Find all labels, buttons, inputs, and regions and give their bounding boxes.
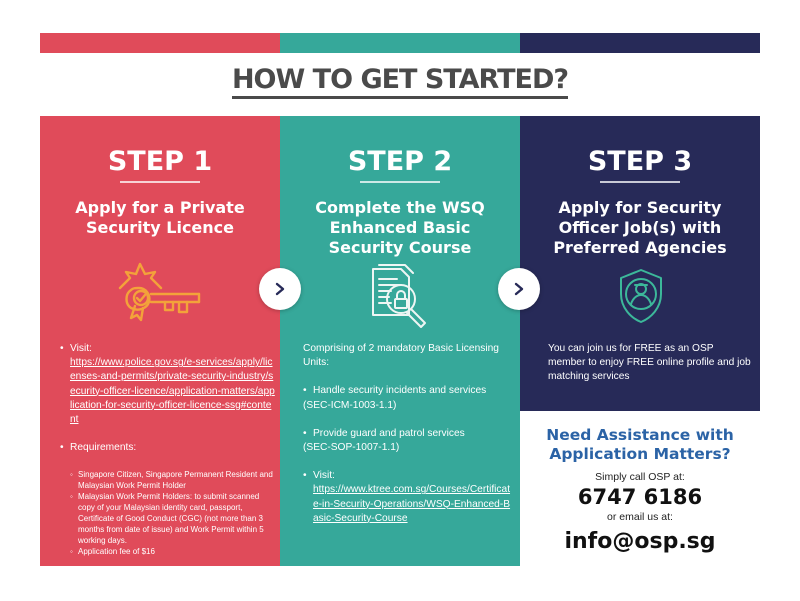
bullet: • bbox=[303, 470, 307, 482]
top-bar-navy bbox=[520, 33, 760, 53]
unit-code: (SEC-ICM-1003-1.1) bbox=[303, 399, 397, 411]
step-1-visit-link[interactable]: https://www.police.gov.sg/e-services/apply/licenses-and-permits/private-security-industry/security-officer-licence/application-matters/application-for-security-officer-licence-ssg#content bbox=[70, 357, 275, 426]
unit-name: Provide guard and patrol services bbox=[313, 427, 465, 439]
step-1-body bbox=[60, 342, 276, 571]
step-3-label: STEP 3 bbox=[587, 146, 693, 177]
key-certificate-icon bbox=[115, 258, 205, 328]
requirements-list bbox=[60, 469, 276, 557]
page-title bbox=[0, 64, 800, 95]
step-2-divider bbox=[360, 181, 440, 183]
top-bar-red bbox=[40, 33, 280, 53]
email-label: or email us at: bbox=[607, 511, 673, 523]
step-2-label: STEP 2 bbox=[347, 146, 453, 177]
unit-name: Handle security incidents and services bbox=[313, 385, 487, 397]
next-step-arrow-2 bbox=[498, 268, 540, 310]
step-2-visit-label: Visit: bbox=[313, 470, 335, 482]
step-1-panel bbox=[40, 116, 280, 566]
step-2-body bbox=[303, 342, 515, 540]
assistance-heading: Need Assistance with Application Matters? bbox=[546, 426, 734, 463]
list-item: ◦ Malaysian Work Permit Holders: to submit scanned copy of your Malaysian identity card, passport, Certificate of Good Conduct (CGC) (not more than 3 months from date of issue) and Work Permit within 5 working days. bbox=[70, 491, 276, 546]
step-3-panel bbox=[520, 116, 760, 411]
next-step-arrow-1 bbox=[259, 268, 301, 310]
step-1-requirements bbox=[60, 441, 276, 455]
step-2-unit-1 bbox=[303, 384, 515, 412]
secure-documents-icon bbox=[365, 263, 435, 334]
step-2-title: Complete the WSQ Enhanced Basic Security Course bbox=[315, 198, 485, 257]
bullet: • bbox=[60, 442, 64, 454]
step-3-body: You can join us for FREE as an OSP member to enjoy FREE online profile and job matching services bbox=[548, 343, 751, 383]
step-1-visit bbox=[60, 342, 276, 427]
shield-person-icon bbox=[618, 268, 664, 329]
step-2-unit-2 bbox=[303, 427, 515, 455]
list-item: ◦ Singapore Citizen, Singapore Permanent Resident and Malaysian Work Permit Holder bbox=[70, 469, 276, 491]
step-1-visit-label: Visit: bbox=[70, 343, 92, 354]
phone-number[interactable]: 6747 6186 bbox=[577, 485, 703, 509]
step-2-visit-link[interactable]: https://www.ktree.com.sg/Courses/Certificate-in-Security-Operations/WSQ-Enhanced-Basic-Security-Course bbox=[313, 484, 511, 524]
step-2-visit bbox=[303, 469, 515, 526]
chevron-right-icon bbox=[512, 282, 526, 296]
step-3-title: Apply for Security Officer Job(s) with Preferred Agencies bbox=[553, 198, 727, 257]
step-2-intro: Comprising of 2 mandatory Basic Licensing Units: bbox=[303, 343, 499, 369]
step-2-panel bbox=[280, 116, 520, 566]
assistance-box bbox=[520, 411, 760, 566]
bullet: • bbox=[303, 385, 307, 397]
chevron-right-icon bbox=[273, 282, 287, 296]
email-address[interactable]: info@osp.sg bbox=[564, 529, 716, 554]
step-3-divider bbox=[600, 181, 680, 183]
call-label: Simply call OSP at: bbox=[595, 471, 685, 483]
bullet: • bbox=[60, 343, 64, 354]
unit-code: (SEC-SOP-1007-1.1) bbox=[303, 442, 400, 454]
step-1-label: STEP 1 bbox=[107, 146, 213, 177]
step-1-req-label: Requirements: bbox=[70, 442, 137, 454]
list-item: ◦ Application fee of $16 bbox=[70, 546, 276, 557]
bullet: • bbox=[303, 427, 307, 439]
page-title-text: HOW TO GET STARTED? bbox=[232, 64, 568, 99]
step-1-divider bbox=[120, 181, 200, 183]
step-1-title: Apply for a Private Security Licence bbox=[75, 198, 245, 237]
top-bar-teal bbox=[280, 33, 520, 53]
